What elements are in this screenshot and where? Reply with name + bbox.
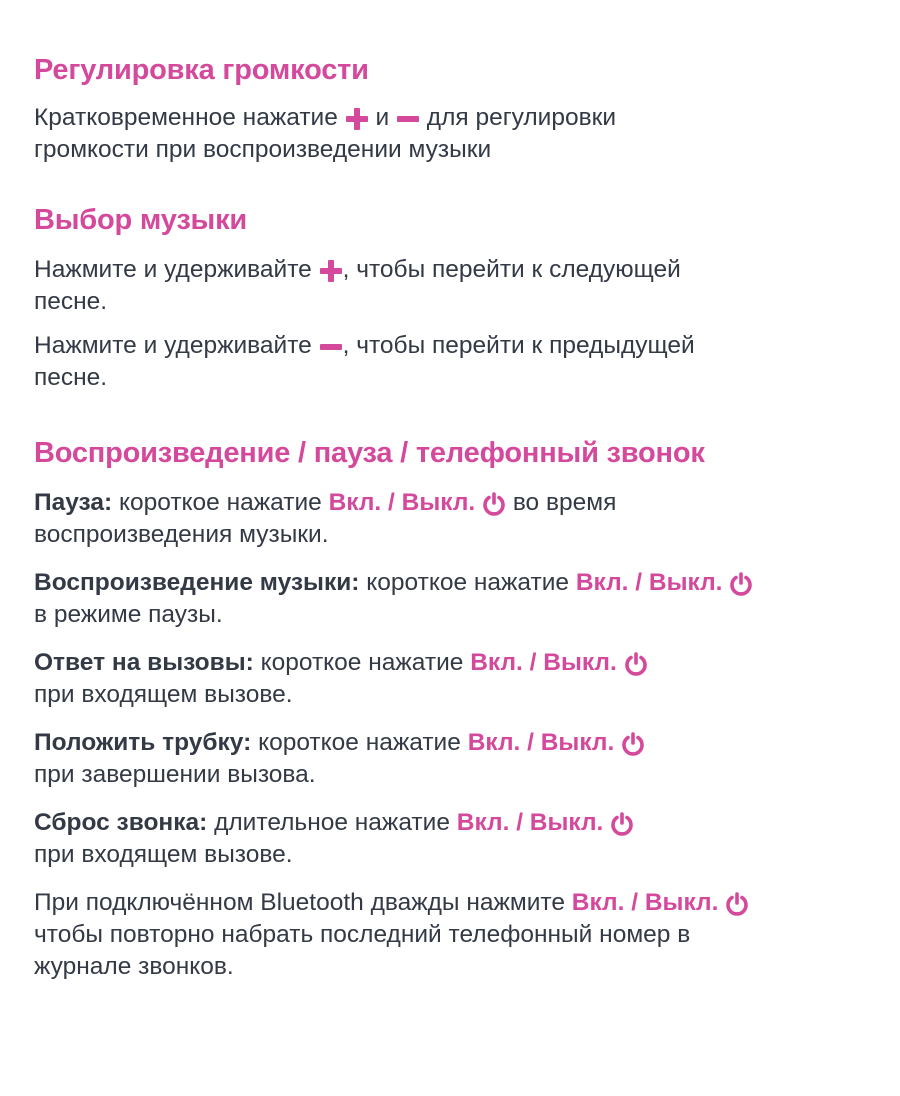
power-icon [729,572,753,596]
hangup-text: Положить трубку: короткое нажатие Вкл. / Выкл. при завершении вызова. [34,727,884,791]
plus-icon [345,107,369,131]
power-icon [610,812,634,836]
volume-section [34,52,884,166]
minus-icon [319,335,343,359]
play-text: Воспроизведение музыки: короткое нажатие Вкл. / Выкл. в режиме паузы. [34,567,884,631]
power-icon [725,892,749,916]
power-button-label: Вкл. / Выкл. [467,729,615,756]
next-track-text: Нажмите и удерживайте , чтобы перейти к следующей песне. [34,256,681,315]
music-section [34,202,884,394]
playback-heading: Воспроизведение / пауза / телефонный звонок [34,437,705,469]
prev-track-text: Нажмите и удерживайте , чтобы перейти к предыдущей песне. [34,332,695,391]
reject-call-text: Сброс звонка: длительное нажатие Вкл. / Выкл. при входящем вызове. [34,807,884,871]
answer-call-text: Ответ на вызовы: короткое нажатие Вкл. / Выкл. при входящем вызове. [34,647,884,711]
pause-text: Пауза: короткое нажатие Вкл. / Выкл. во время воспроизведения музыки. [34,489,617,548]
volume-text: Кратковременное нажатие и для регулировки громкости при воспроизведении музыки [34,104,617,163]
power-button-label: Вкл. / Выкл. [571,889,719,916]
power-icon [482,492,506,516]
power-button-label: Вкл. / Выкл. [456,809,604,836]
power-icon [624,652,648,676]
music-heading: Выбор музыки [34,204,248,236]
redial-text: При подключённом Bluetooth дважды нажмите Вкл. / Выкл. чтобы повторно набрать последний телефонный номер в журнале звонков. [34,887,884,983]
playback-section [34,435,884,983]
power-button-label: Вкл. / Выкл. [575,569,723,596]
power-icon [621,732,645,756]
power-button-label: Вкл. / Выкл. [328,489,476,516]
minus-icon [396,107,420,131]
power-button-label: Вкл. / Выкл. [470,649,617,676]
volume-heading: Регулировка громкости [34,54,369,86]
plus-icon [319,259,343,283]
